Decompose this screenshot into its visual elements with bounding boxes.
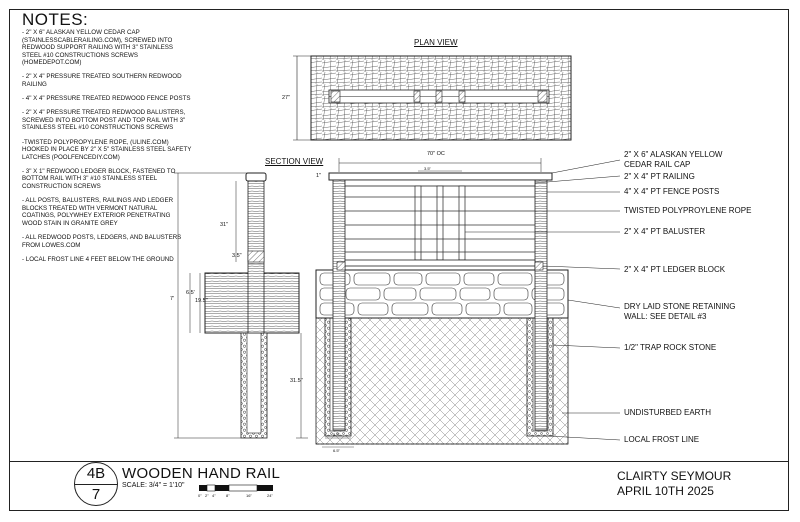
- section-side-view: [174, 173, 308, 438]
- note-item: - 2" X 6" ALASKAN YELLOW CEDAR CAP (STAINLESSCABLERAILING.COM), SCREWED INTO REDWOOD SUPPORT RAILING WITH 3" STAINLESS STEEL #10 CONSTRUCTIONS SCREWS (HOMEDEPOT.COM): [22, 29, 174, 67]
- detail-marker: [74, 462, 118, 506]
- callout-rail-cap: 2" X 6" ALASKAN YELLOW CEDAR RAIL CAP: [624, 150, 723, 169]
- dim-footing-width-a: 5.5": [333, 432, 340, 437]
- note-item: - LOCAL FROST LINE 4 FEET BELOW THE GROUND: [22, 255, 174, 263]
- dim-wall-height-in: 19.5": [195, 298, 208, 304]
- note-item: - ALL POSTS, BALUSTERS, RAILINGS AND LEDGER BLOCKS TREATED WITH VERMONT NATURAL COATINGS, POLYWHEY EXTERIOR PENETRATING WOOD STAIN IN GRANITE GREY: [22, 197, 174, 227]
- section-view-label: SECTION VIEW: [265, 157, 324, 166]
- scale-tick: 8": [226, 493, 230, 498]
- scale-tick: 4": [212, 493, 216, 498]
- drawing-title: WOODEN HAND RAIL: [122, 465, 281, 482]
- notes-title: NOTES:: [22, 10, 89, 29]
- callout-fence-posts: 4" X 4" PT FENCE POSTS: [624, 187, 720, 196]
- callout-retaining-wall: DRY LAID STONE RETAINING WALL: SEE DETAIL #3: [624, 302, 736, 321]
- note-item: - ALL REDWOOD POSTS, LEDGERS, AND BALUSTERS FROM LOWES.COM: [22, 233, 182, 249]
- dim-plan-depth: 27": [282, 95, 291, 101]
- plan-view: [293, 56, 571, 140]
- scale-bar: [199, 485, 273, 491]
- note-item: -TWISTED POLYPROPYLENE ROPE, (ULINE.COM) HOOKED IN PLACE BY 2" X 5" STAINLESS STEEL SAFETY LATCHES (POOLFENCEDIY.COM): [22, 138, 192, 161]
- callout-frost-line: LOCAL FROST LINE: [624, 435, 700, 444]
- dim-baluster-spacing: 3.5": [424, 166, 431, 171]
- note-item: - 2" X 4" PRESSURE TREATED REDWOOD BALUSTERS, SCREWED INTO BOTTOM POST AND TOP RAIL WITH 3" STAINLESS STEEL #10 CONSTRUCTIONS SCREWS: [22, 109, 186, 132]
- dim-cap-overhang: 1": [316, 173, 322, 179]
- dim-width-oc: 70" OC: [427, 151, 445, 157]
- scale-tick: 0": [198, 493, 202, 498]
- callout-rope: TWISTED POLYPROYLENE ROPE: [624, 206, 752, 215]
- note-item: - 3" X 1" REDWOOD LEDGER BLOCK, FASTENED TO BOTTOM RAIL WITH 3" #10 STAINLESS STEEL CONSTRUCTION SCREWS: [22, 167, 176, 190]
- title-block-divider: [9, 461, 789, 462]
- callout-trap-rock: 1/2" TRAP ROCK STONE: [624, 343, 717, 352]
- plan-view-label: PLAN VIEW: [414, 38, 458, 47]
- scale-text: SCALE: 3/4" = 1'10": [122, 482, 185, 489]
- note-item: - 4" X 4" PRESSURE TREATED REDWOOD FENCE POSTS: [22, 95, 191, 103]
- sheet-number: 7: [91, 486, 101, 503]
- detail-id: 4B: [86, 465, 106, 482]
- callout-undisturbed-earth: UNDISTURBED EARTH: [624, 408, 711, 417]
- note-item: - 2" X 4" PRESSURE TREATED SOUTHERN REDWOOD RAILING: [22, 73, 182, 89]
- dim-post-width: 3.5": [232, 253, 242, 259]
- scale-tick: 2": [205, 493, 209, 498]
- callout-railing: 2" X 4" PT RAILING: [624, 172, 695, 181]
- section-elevation: [316, 158, 568, 447]
- scale-tick: 16": [246, 493, 252, 498]
- designer-name: CLAIRTY SEYMOUR: [617, 469, 732, 483]
- dim-wall-height: 6.5': [186, 290, 195, 296]
- callout-ledger-block: 2" X 4" PT LEDGER BLOCK: [624, 265, 726, 274]
- dim-total-height: 7': [170, 296, 175, 302]
- dim-footing-width-b: 6.5": [333, 448, 340, 453]
- dim-footing-depth: 31.5": [290, 378, 303, 384]
- dim-rail-height: 31": [220, 222, 229, 228]
- callout-baluster: 2" X 4" PT BALUSTER: [624, 227, 706, 236]
- scale-tick: 24": [267, 493, 273, 498]
- drawing-date: APRIL 10TH 2025: [617, 484, 714, 498]
